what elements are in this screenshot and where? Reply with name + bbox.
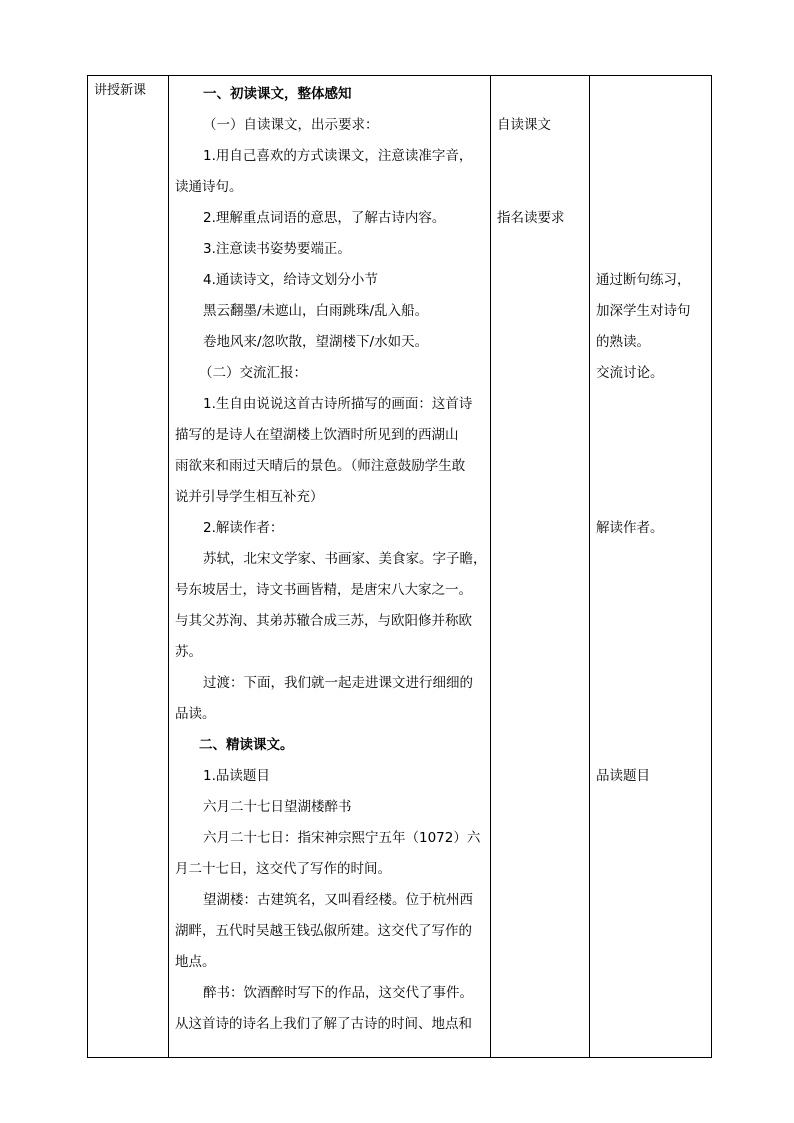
- content-line: 雨欲来和雨过天晴后的景色。（师注意鼓励学生敢: [175, 458, 466, 474]
- content-line: 2.解读作者：: [203, 520, 284, 536]
- content-cell: [169, 76, 491, 1058]
- design-intent-line: 加深学生对诗句: [596, 303, 691, 319]
- stage-cell: [88, 76, 169, 1058]
- student-activity-item: 指名读要求: [497, 210, 565, 226]
- stage-label: 讲授新课: [94, 83, 147, 98]
- content-line: 4.通读诗文，给诗文划分小节: [203, 272, 378, 288]
- content-line: 湖畔，五代时吴越王钱弘俶所建。这交代了写作的: [175, 923, 472, 939]
- poem-title: 六月二十七日望湖楼醉书: [203, 799, 352, 815]
- content-line: 品读。: [175, 706, 216, 722]
- content-line: 说并引导学生相互补充）: [175, 489, 324, 505]
- content-line: 1.生自由说说这首古诗所描写的画面：这首诗: [203, 396, 473, 412]
- design-intent-line: 通过断句练习，: [596, 272, 691, 288]
- poem-line: 黑云翻墨/未遮山，白雨跳珠/乱入船。: [203, 303, 429, 319]
- content-line: 读通诗句。: [175, 179, 243, 195]
- content-line: 1.品读题目: [203, 768, 270, 784]
- content-line: 与其父苏洵、其弟苏辙合成三苏，与欧阳修并称欧: [175, 613, 472, 629]
- subsection-heading: （一）自读课文，出示要求：: [203, 117, 379, 133]
- content-line: 望湖楼：古建筑名，又叫看经楼。位于杭州西: [203, 892, 473, 908]
- design-intent-line: 的熟读。: [596, 334, 650, 350]
- content-line: 1.用自己喜欢的方式读课文，注意读准字音，: [203, 148, 473, 164]
- content-line: 月二十七日，这交代了写作的时间。: [175, 861, 391, 877]
- content-line: 2.理解重点词语的意思，了解古诗内容。: [203, 210, 446, 226]
- content-line: 过渡：下面，我们就一起走进课文进行细细的: [203, 675, 473, 691]
- poem-line: 卷地风来/忽吹散，望湖楼下/水如天。: [203, 334, 429, 350]
- content-line: 地点。: [175, 954, 216, 970]
- content-line: 描写的是诗人在望湖楼上饮酒时所见到的西湖山: [175, 427, 459, 443]
- section-heading: 二、精读课文。: [199, 737, 294, 753]
- section-heading: 一、初读课文，整体感知: [203, 86, 352, 102]
- design-intent-line: 品读题目: [596, 768, 650, 784]
- table-row: [88, 76, 712, 1058]
- content-line: 苏轼，北宋文学家、书画家、美食家。字子瞻，: [203, 551, 487, 567]
- lesson-plan-table: [87, 75, 712, 1058]
- content-line: 号东坡居士，诗文书画皆精，是唐宋八大家之一。: [175, 582, 472, 598]
- content-line: 六月二十七日：指宋神宗熙宁五年（1072）六: [203, 830, 481, 846]
- content-line: 醉书：饮酒醉时写下的作品，这交代了事件。: [203, 985, 473, 1001]
- content-line: 苏。: [175, 644, 202, 660]
- subsection-heading: （二）交流汇报：: [199, 365, 307, 381]
- content-line: 从这首诗的诗名上我们了解了古诗的时间、地点和: [175, 1016, 472, 1032]
- student-activity-item: 自读课文: [497, 117, 551, 133]
- design-intent-line: 交流讨论。: [596, 365, 664, 381]
- design-intent-line: 解读作者。: [596, 520, 664, 536]
- design-intent-cell: [590, 76, 712, 1058]
- student-activity-cell: [491, 76, 590, 1058]
- content-line: 3.注意读书姿势要端正。: [203, 241, 351, 257]
